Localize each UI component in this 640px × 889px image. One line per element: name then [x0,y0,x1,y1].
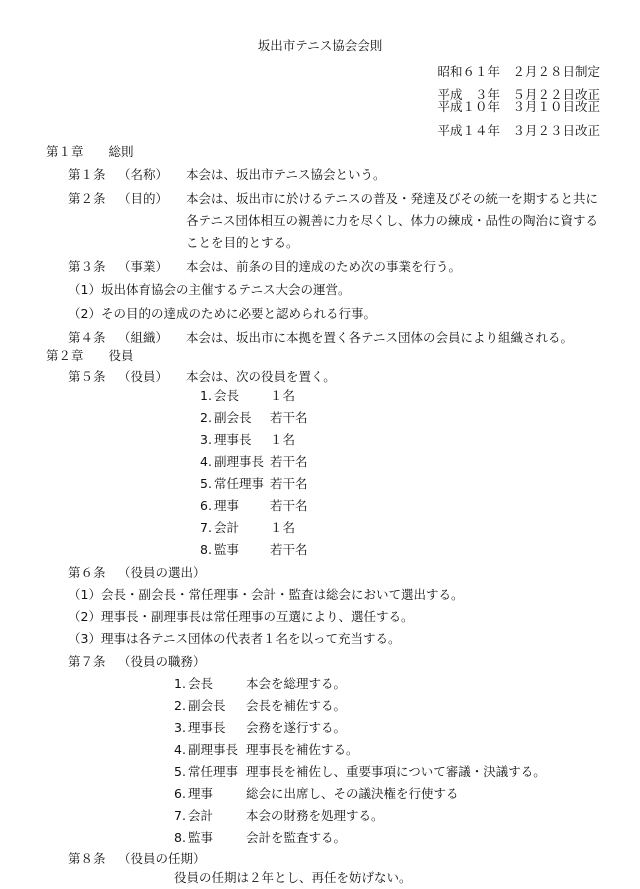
duty-text: 理事長を補佐し、重要事項について審議・決議する。 [246,764,546,779]
duty-text: 会長を補佐する。 [246,698,347,713]
article-tag: （役員の職務） [118,654,206,669]
article-tag: （名称） [118,167,169,182]
duty-role: 理事長 [188,720,226,735]
duty-role: 会計 [188,808,214,823]
article-number: 第２条 [68,191,106,206]
article-number: 第４条 [68,330,106,345]
chapter-heading: 第２章 役員 [46,348,134,363]
officer-role: 理事長 [214,432,252,447]
officer-number: 4. [200,454,212,469]
officer-count: 若干名 [270,410,308,425]
article-number: 第３条 [68,259,106,274]
officer-count: １名 [270,388,296,403]
duty-number: 6. [174,786,186,801]
duty-number: 5. [174,764,186,779]
article-tag: （組織） [118,330,169,345]
article-text: 各テニス団体相互の親善に力を尽くし、体力の練成・品性の陶治に資する [186,213,599,228]
officer-number: 5. [200,476,212,491]
article-text: 本会は、坂出市に於けるテニスの普及・発達及びその統一を期すると共に [186,191,599,206]
officer-role: 会計 [214,520,240,535]
duty-text: 本会の財務を処理する。 [246,808,384,823]
duty-number: 2. [174,698,186,713]
list-item: （1）会長・副会長・常任理事・会計・監査は総会において選出する。 [68,587,464,602]
article-tag: （役員の選出） [118,565,206,580]
duty-number: 3. [174,720,186,735]
officer-role: 監事 [214,542,240,557]
officer-count: 若干名 [270,498,308,513]
article-tag: （役員） [118,369,169,384]
duty-number: 7. [174,808,186,823]
officer-role: 副会長 [214,410,252,425]
duty-text: 会務を遂行する。 [246,720,347,735]
article-number: 第６条 [68,565,106,580]
chapter-heading: 第１章 総則 [46,144,134,159]
officer-number: 6. [200,498,212,513]
officer-count: 若干名 [270,476,308,491]
history-line: 昭和６１年 ２月２８日制定 [437,64,600,79]
officer-number: 1. [200,388,212,403]
duty-role: 副理事長 [188,742,239,757]
duty-text: 総会に出席し、その議決権を行使する [246,786,459,801]
duty-role: 副会長 [188,698,226,713]
article-tag: （目的） [118,191,169,206]
article-text: 本会は、次の役員を置く。 [186,369,336,384]
list-item: （1）坂出体育協会の主催するテニス大会の運営。 [68,282,351,297]
duty-number: 8. [174,830,186,845]
duty-role: 監事 [188,830,214,845]
history-line: 平成１４年 ３月２３日改正 [437,123,600,138]
officer-role: 会長 [214,388,240,403]
list-item: （2）その目的の達成のために必要と認められる行事。 [68,306,376,321]
article-text: 本会は、坂出市に本拠を置く各テニス団体の会員により組織される。 [186,330,574,345]
article-text: 本会は、坂出市テニス協会という。 [186,167,386,182]
article-text: 役員の任期は２年とし、再任を妨げない。 [174,870,412,885]
officer-count: １名 [270,520,296,535]
document-title: 坂出市テニス協会会則 [257,38,383,53]
duty-number: 1. [174,676,186,691]
officer-role: 理事 [214,498,240,513]
officer-number: 2. [200,410,212,425]
officer-count: １名 [270,432,296,447]
officer-count: 若干名 [270,454,308,469]
history-line: 平成 ３年 ５月２２日改正 [437,87,600,102]
article-tag: （役員の任期） [118,851,206,866]
officer-count: 若干名 [270,542,308,557]
officer-number: 8. [200,542,212,557]
article-number: 第７条 [68,654,106,669]
article-tag: （事業） [118,259,169,274]
duty-number: 4. [174,742,186,757]
article-number: 第８条 [68,851,106,866]
duty-text: 本会を総理する。 [246,676,347,691]
duty-text: 会計を監査する。 [246,830,347,845]
list-item: （2）理事長・副理事長は常任理事の互選により、選任する。 [68,609,414,624]
officer-number: 3. [200,432,212,447]
duty-role: 常任理事 [188,764,239,779]
article-number: 第５条 [68,369,106,384]
article-text: ことを目的とする。 [186,235,299,250]
officer-number: 7. [200,520,212,535]
officer-role: 常任理事 [214,476,265,491]
article-text: 本会は、前条の目的達成のため次の事業を行う。 [186,259,462,274]
duty-role: 理事 [188,786,214,801]
officer-role: 副理事長 [214,454,265,469]
article-number: 第１条 [68,167,106,182]
history-line: 平成１０年 ３月１０日改正 [437,99,600,114]
duty-text: 理事長を補佐する。 [246,742,359,757]
duty-role: 会長 [188,676,214,691]
list-item: （3）理事は各テニス団体の代表者１名を以って充当する。 [68,631,401,646]
